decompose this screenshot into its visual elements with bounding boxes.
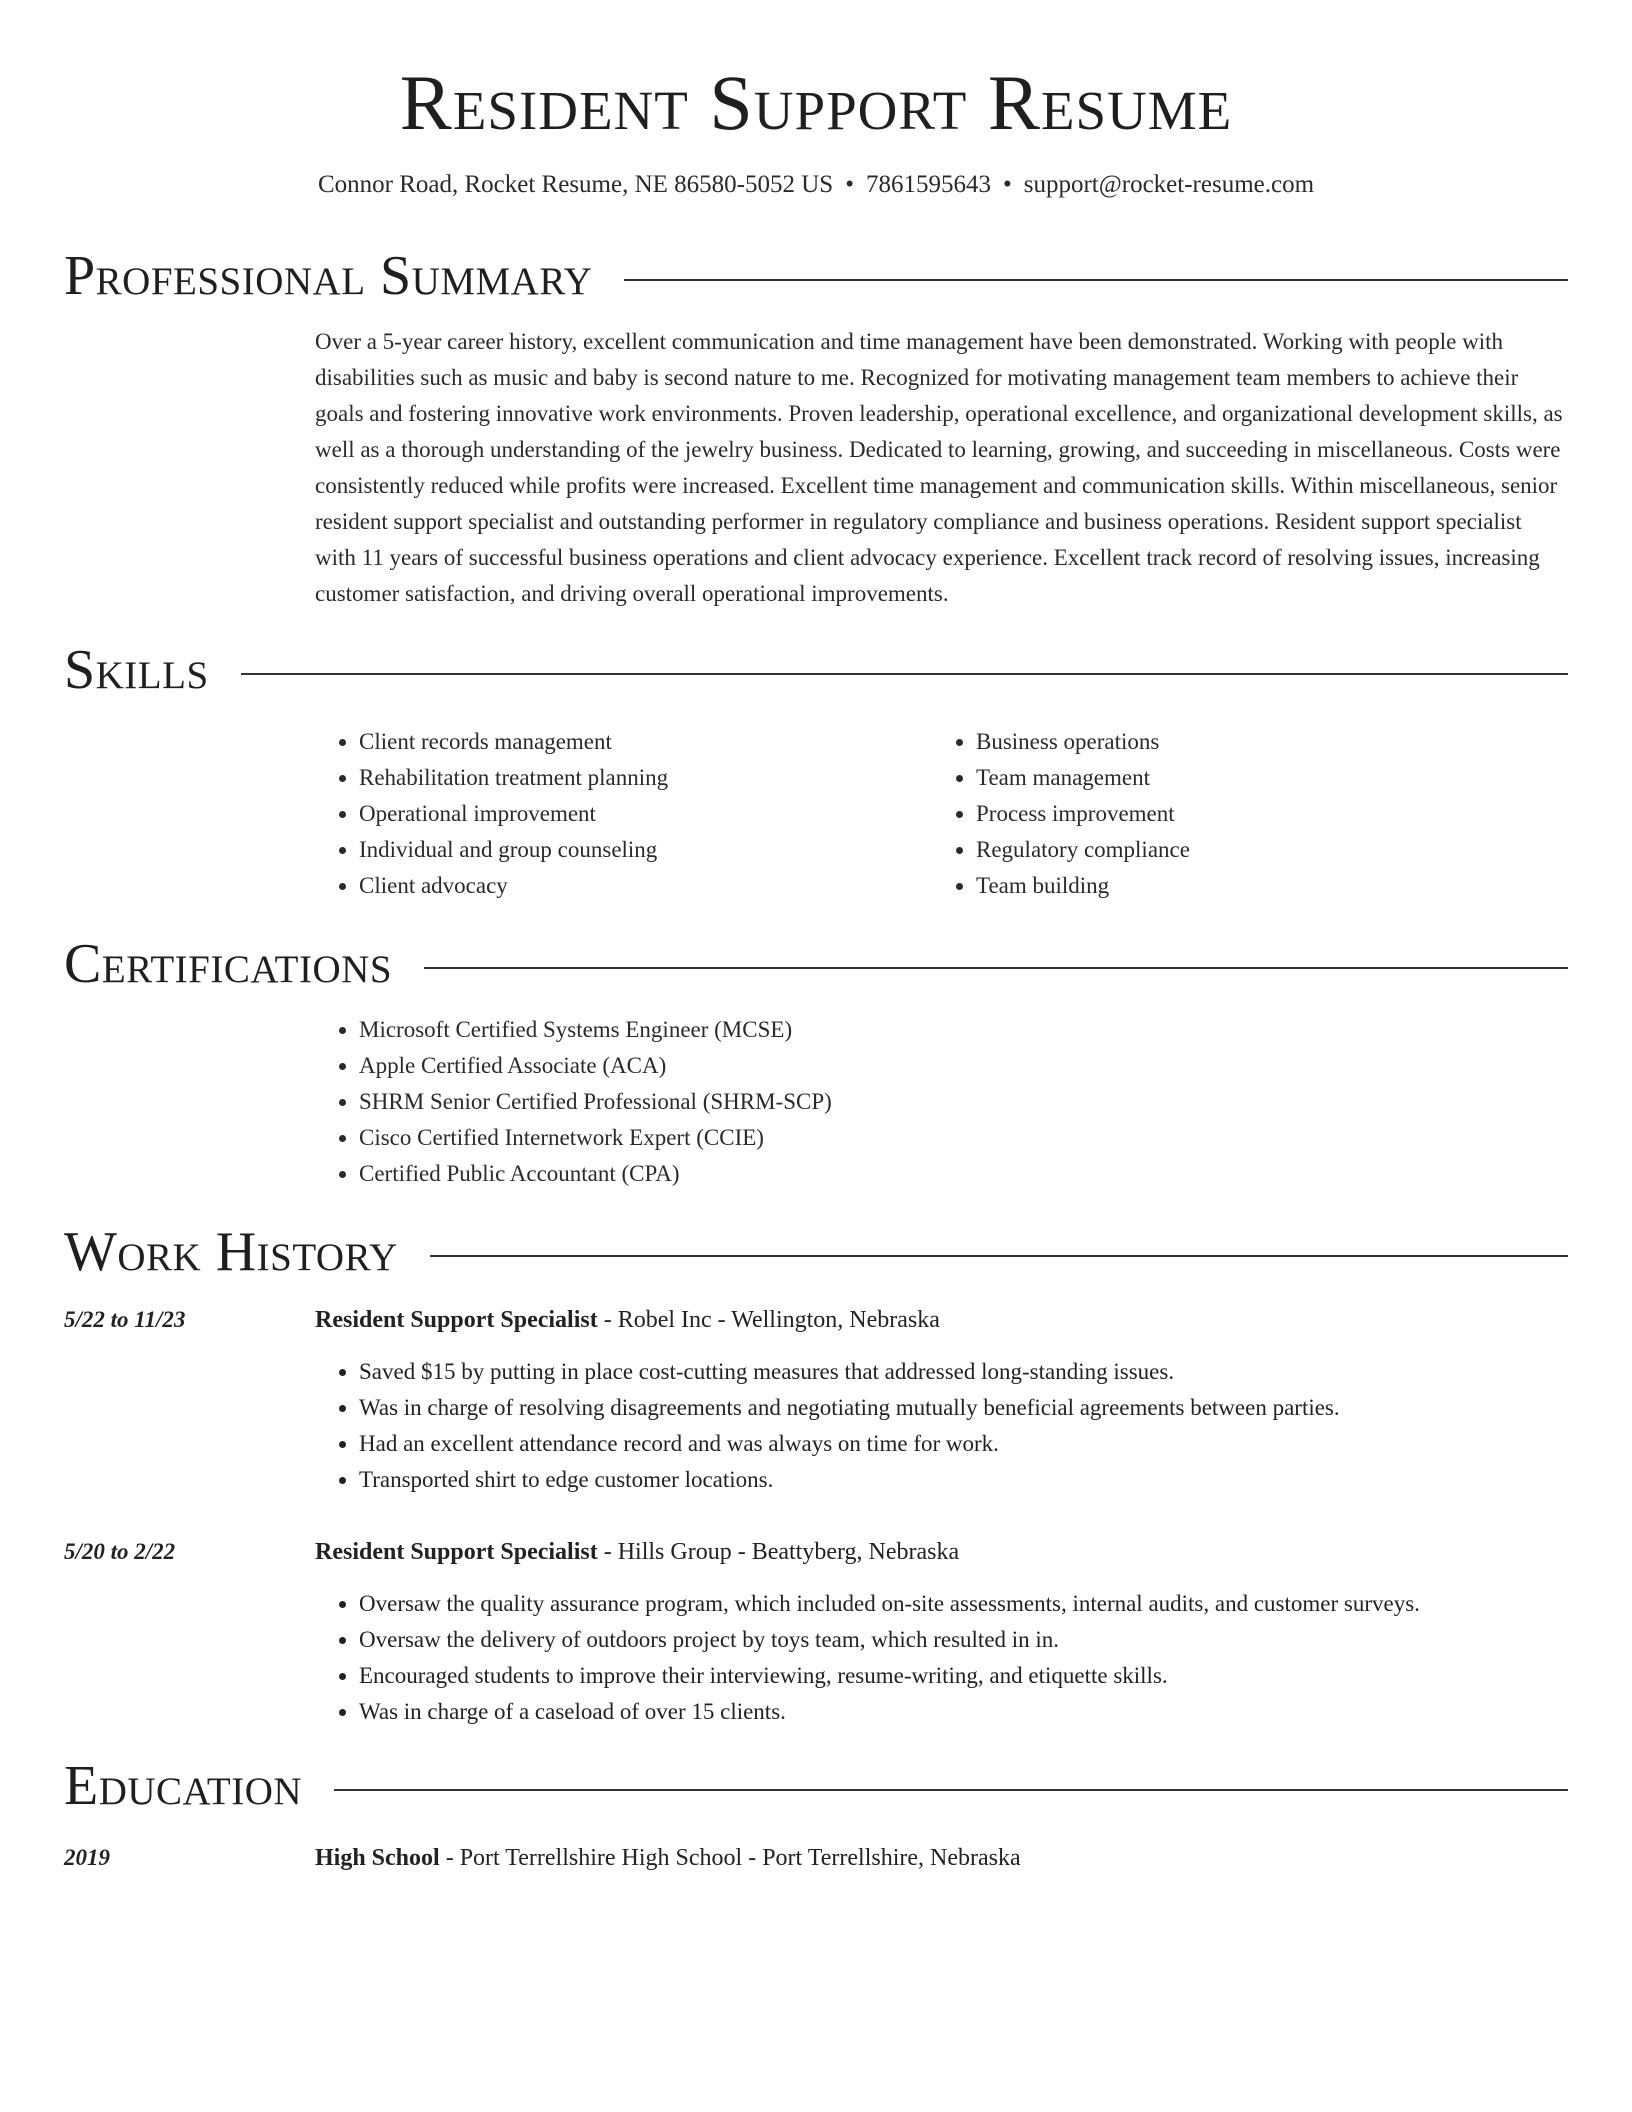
work-section-title: Work History	[64, 1221, 398, 1283]
contact-address: Connor Road, Rocket Resume, NE 86580-5052 US	[317, 171, 834, 198]
certifications-section-title: Certifications	[64, 933, 393, 995]
education-section-header	[64, 1756, 1568, 1816]
skills-section-title: Skills	[64, 639, 209, 701]
skill-item: • Client advocacy	[359, 868, 932, 904]
contact-email: support@rocket-resume.com	[1023, 171, 1315, 198]
work-dates: 5/20 to 2/22	[64, 1539, 176, 1564]
section-divider	[424, 967, 1568, 969]
certification-item: • Cisco Certified Internetwork Expert (CCIE)	[359, 1120, 1568, 1156]
work-section-header	[64, 1222, 1568, 1282]
education-degree: High School	[315, 1845, 440, 1871]
skills-list	[315, 724, 1568, 904]
work-employer: - Robel Inc - Wellington, Nebraska	[597, 1307, 940, 1333]
work-bullet: • Oversaw the delivery of outdoors project by toys team, which resulted in in.	[359, 1622, 1568, 1658]
work-employer: - Hills Group - Beattyberg, Nebraska	[597, 1539, 960, 1565]
certifications-section-header	[64, 934, 1568, 994]
contact-separator: •	[845, 171, 854, 198]
work-entry	[64, 1534, 1568, 1730]
work-bullet: • Saved $15 by putting in place cost-cutting measures that addressed long-standing issues.	[359, 1354, 1568, 1390]
work-title-line	[315, 1534, 1568, 1570]
contact-phone: 7861595643	[865, 171, 991, 198]
work-bullet: • Was in charge of resolving disagreements and negotiating mutually beneficial agreements between parties.	[359, 1390, 1568, 1426]
resume-title: Resident Support Resume	[399, 59, 1233, 146]
skills-section-header	[64, 640, 1568, 700]
work-bullets	[315, 1354, 1568, 1498]
skill-item: • Individual and group counseling	[359, 832, 932, 868]
skill-item: • Client records management	[359, 724, 932, 760]
work-bullet: • Was in charge of a caseload of over 15 clients.	[359, 1694, 1568, 1730]
education-school: - Port Terrellshire High School - Port Terrellshire, Nebraska	[439, 1845, 1021, 1871]
work-role: Resident Support Specialist	[315, 1539, 598, 1565]
education-section-title: Education	[64, 1755, 303, 1817]
resume-page	[64, 0, 1568, 1876]
skill-item: • Business operations	[976, 724, 1549, 760]
section-divider	[241, 673, 1568, 675]
work-bullet: • Had an excellent attendance record and was always on time for work.	[359, 1426, 1568, 1462]
certification-item: • Certified Public Accountant (CPA)	[359, 1156, 1568, 1192]
work-entry	[64, 1302, 1568, 1498]
work-role: Resident Support Specialist	[315, 1307, 598, 1333]
work-bullet: • Oversaw the quality assurance program, which included on-site assessments, internal audits, and customer surveys.	[359, 1586, 1568, 1622]
certification-item: • SHRM Senior Certified Professional (SHRM-SCP)	[359, 1084, 1568, 1120]
skill-item: • Team management	[976, 760, 1549, 796]
section-divider	[430, 1255, 1568, 1257]
education-entry	[64, 1840, 1568, 1876]
work-title-line	[315, 1302, 1568, 1338]
skill-item: • Regulatory compliance	[976, 832, 1549, 868]
certification-item: • Apple Certified Associate (ACA)	[359, 1048, 1568, 1084]
skills-column-left	[315, 724, 932, 904]
skill-item: • Rehabilitation treatment planning	[359, 760, 932, 796]
section-divider	[334, 1789, 1568, 1791]
section-divider	[624, 279, 1568, 281]
education-year: 2019	[64, 1845, 110, 1870]
work-dates: 5/22 to 11/23	[64, 1307, 186, 1332]
contact-line	[64, 170, 1568, 200]
work-body	[315, 1302, 1568, 1498]
summary-section-header	[64, 246, 1568, 306]
work-body	[315, 1534, 1568, 1730]
work-bullet: • Transported shirt to edge customer locations.	[359, 1462, 1568, 1498]
work-bullets	[315, 1586, 1568, 1730]
summary-section-title: Professional Summary	[64, 245, 593, 307]
education-body	[315, 1840, 1568, 1876]
contact-separator: •	[1002, 171, 1012, 198]
skill-item: • Process improvement	[976, 796, 1549, 832]
work-bullet: • Encouraged students to improve their interviewing, resume-writing, and etiquette skills.	[359, 1658, 1568, 1694]
skill-item: • Team building	[976, 868, 1549, 904]
skill-item: • Operational improvement	[359, 796, 932, 832]
summary-text: Over a 5-year career history, excellent communication and time management have been demonstrated. Working with people with disabilities such as music and baby is second nature to me. Recognized for motivating management team members to achieve their goals and fostering innovative work environments. Proven leadership, operational excellence, and organizational development skills, as well as a thorough understanding of the jewelry business. Dedicated to learning, growing, and succeeding in miscellaneous. Costs were consistently reduced while profits were increased. Excellent time management and communication skills. Within miscellaneous, senior resident support specialist and outstanding performer in regulatory compliance and business operations. Resident support specialist with 11 years of successful business operations and client advocacy experience. Excellent track record of resolving issues, increasing customer satisfaction, and driving overall operational improvements.	[315, 329, 1563, 606]
certifications-list	[315, 1012, 1568, 1192]
certification-item: • Microsoft Certified Systems Engineer (MCSE)	[359, 1012, 1568, 1048]
skills-column-right	[932, 724, 1549, 904]
education-title-line	[315, 1840, 1568, 1876]
